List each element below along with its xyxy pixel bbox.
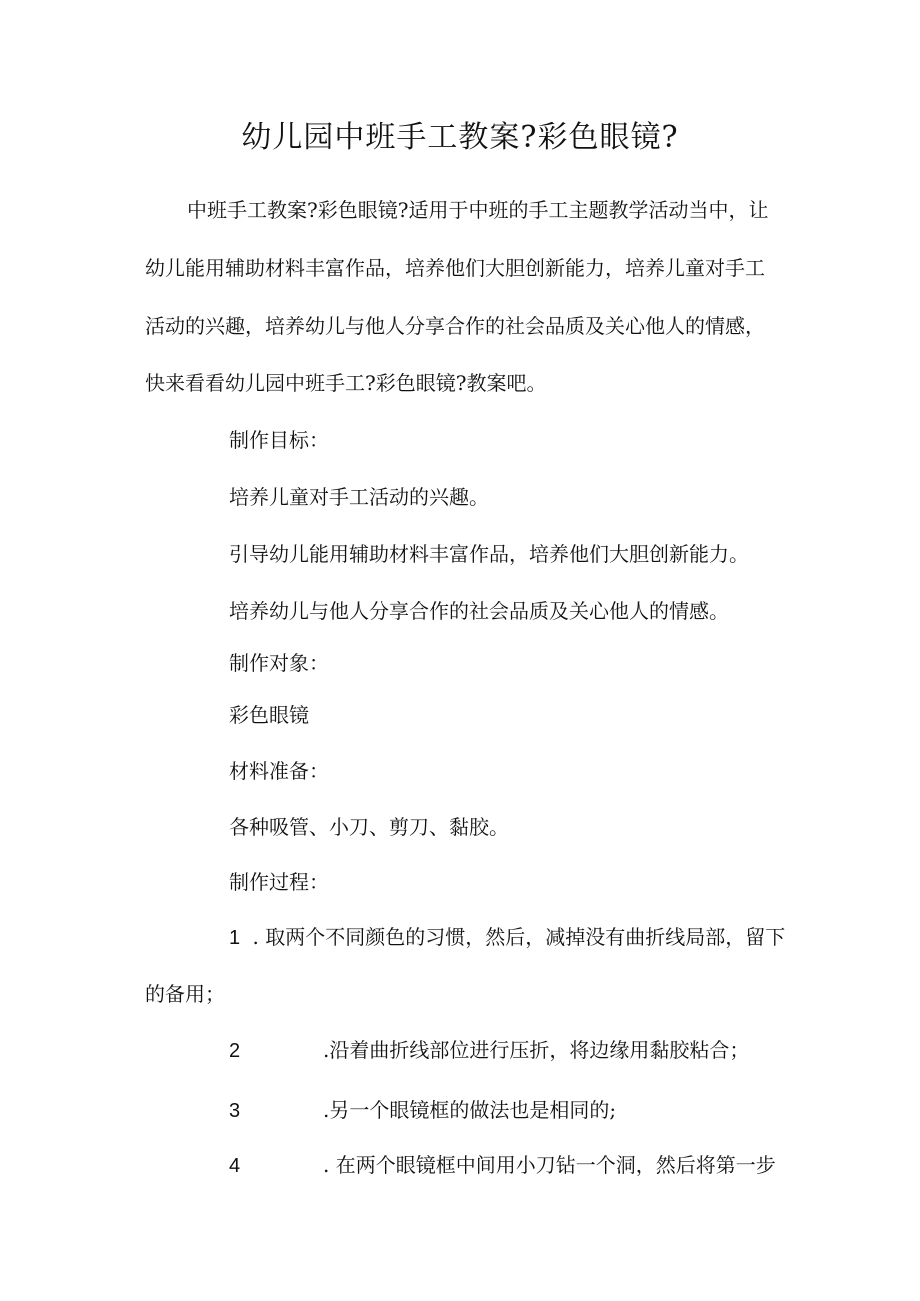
step-number: 2	[229, 1040, 241, 1062]
goals-heading: 制作目标：	[229, 428, 329, 452]
goal-item: 引导幼儿能用辅助材料丰富作品，培养他们大胆创新能力。	[229, 542, 749, 566]
step-number: 3	[229, 1100, 241, 1122]
process-step-1	[229, 922, 785, 953]
process-step-1-continuation: 的备用；	[145, 982, 225, 1006]
step-number: 4	[229, 1155, 241, 1177]
goal-item: 培养儿童对手工活动的兴趣。	[229, 485, 489, 509]
process-heading: 制作过程：	[229, 870, 329, 894]
intro-line-3: 活动的兴趣，培养幼儿与他人分享合作的社会品质及关心他人的情感，	[145, 314, 765, 338]
step-text: . 取两个不同颜色的习惯，然后，减掉没有曲折线局部，留下	[252, 925, 786, 949]
step-number: 1	[229, 927, 241, 949]
step-text: .另一个眼镜框的做法也是相同的;	[323, 1098, 617, 1122]
intro-line-2: 幼儿能用辅助材料丰富作品，培养他们大胆创新能力，培养儿童对手工	[145, 256, 765, 280]
intro-line-1: 中班手工教案?彩色眼镜?适用于中班的手工主题教学活动当中，让	[187, 198, 769, 222]
materials-heading: 材料准备：	[229, 759, 329, 783]
process-step-3	[229, 1095, 240, 1126]
process-step-4	[229, 1150, 240, 1181]
object-heading: 制作对象：	[229, 651, 329, 675]
materials-value: 各种吸管、小刀、剪刀、黏胶。	[229, 815, 509, 839]
process-step-2	[229, 1035, 240, 1066]
goal-item: 培养幼儿与他人分享合作的社会品质及关心他人的情感。	[229, 599, 729, 623]
step-text: .沿着曲折线部位进行压折，将边缘用黏胶粘合；	[323, 1038, 750, 1062]
document-title: 幼儿园中班手工教案?彩色眼镜?	[241, 120, 679, 155]
object-value: 彩色眼镜	[229, 703, 309, 727]
step-text: . 在两个眼镜框中间用小刀钻一个洞，然后将第一步	[323, 1153, 776, 1177]
intro-line-4: 快来看看幼儿园中班手工?彩色眼镜?教案吧。	[145, 371, 547, 395]
